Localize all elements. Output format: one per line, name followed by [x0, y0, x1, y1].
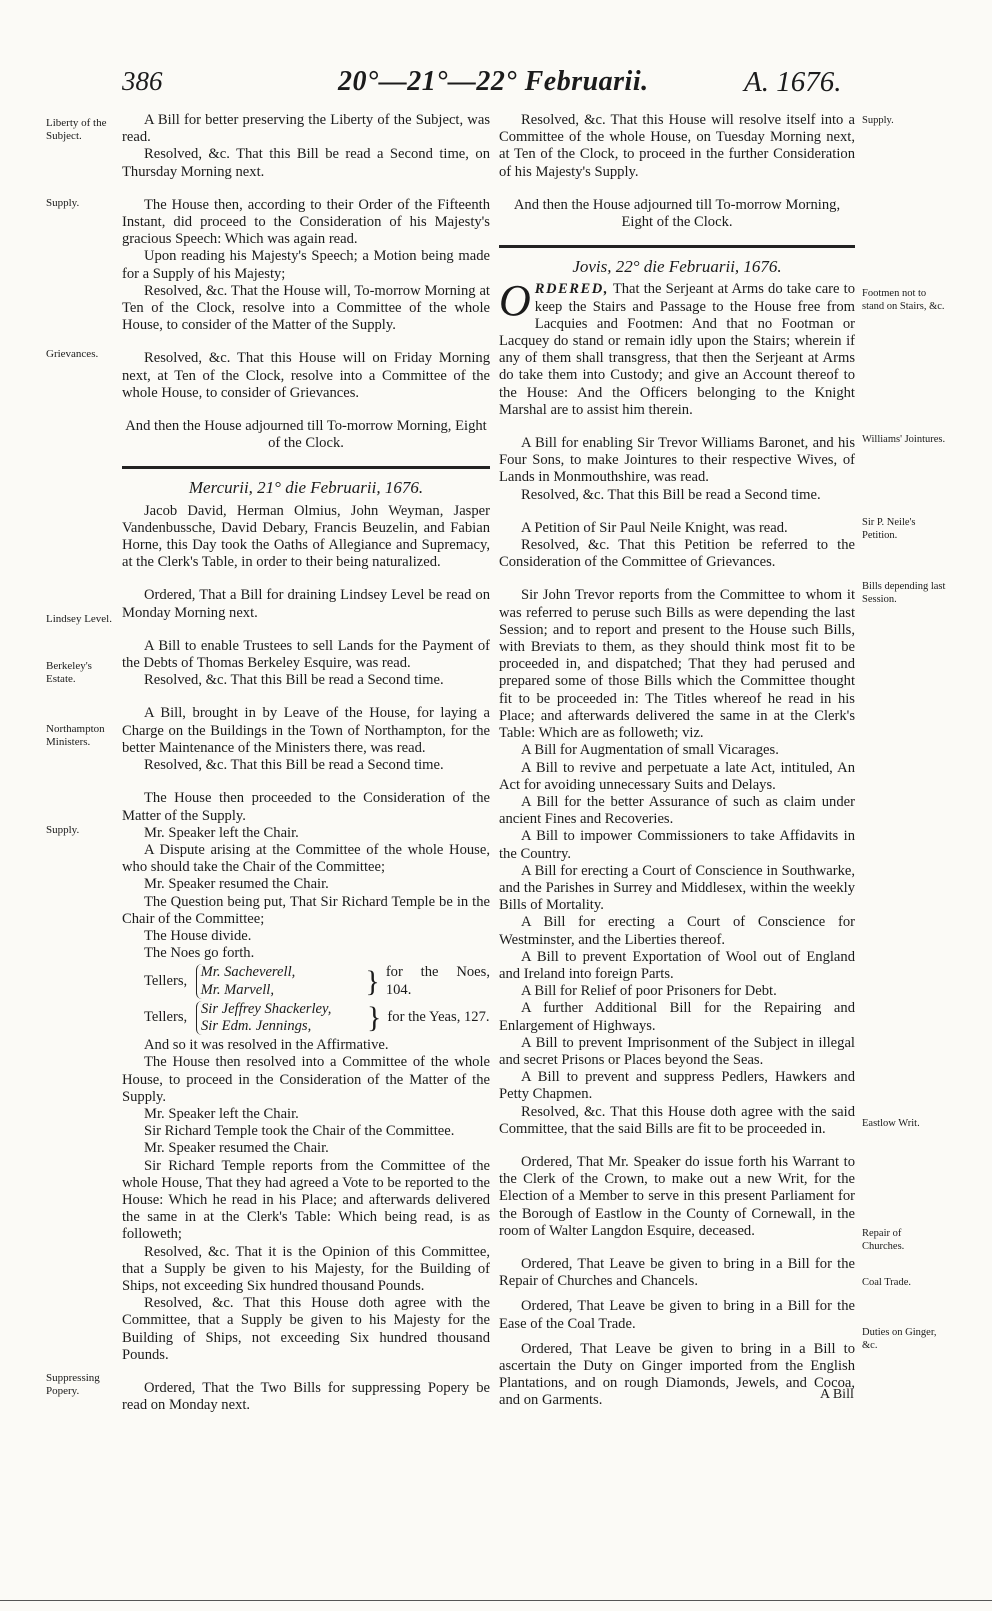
tellers-label: Tellers,	[144, 1009, 188, 1026]
paragraph: Resolved, &c. That this Bill be read a Second time.	[144, 672, 444, 689]
paragraph: Upon reading his Majesty's Speech; a Motion being made for a Supply of his Majesty;	[122, 248, 490, 282]
right-column	[499, 112, 855, 1410]
day-heading: Jovis, 22° die Februarii, 1676.	[572, 257, 782, 277]
paragraph: A Bill to enable Trustees to sell Lands for the Payment of the Debts of Thomas Berkeley Esquire, was read.	[122, 637, 490, 672]
paragraph: A Bill, brought in by Leave of the House, for laying a Charge on the Buildings in the Town of Northampton, for the better Maintenance of the Ministers there, was read.	[122, 705, 490, 756]
adjournment: And then the House adjourned till To-morrow Morning, Eight of the Clock.	[125, 418, 487, 452]
paragraph: Ordered, That the Two Bills for suppressing Popery be read on Monday next.	[122, 1380, 490, 1414]
paragraph: Mr. Speaker resumed the Chair.	[144, 1140, 329, 1157]
margin-note: Supply.	[862, 115, 894, 126]
ordered-heading: RDERED,	[534, 281, 609, 298]
paragraph: Mr. Speaker resumed the Chair.	[144, 876, 329, 893]
margin-note: Berkeley's Estate.	[46, 660, 92, 685]
bill-item: A Bill to prevent and suppress Pedlers, Hawkers and Petty Chapmen.	[499, 1069, 855, 1103]
section-rule	[499, 245, 855, 248]
paragraph: Mr. Speaker left the Chair.	[144, 1105, 299, 1122]
left-column	[122, 112, 490, 1414]
paragraph: Resolved, &c. That this House will resolve itself into a Committee of the whole House, on Tuesday Morning next, at Ten of the Clock, to proceed in the further Consideration of his Majesty's Supply.	[499, 112, 855, 180]
section-rule	[122, 466, 490, 469]
header-dates: 20°—21°—22° Februarii.	[338, 66, 649, 97]
margin-note: Supply.	[46, 197, 80, 209]
page-number: 386	[122, 66, 163, 96]
tellers-yeas	[144, 1001, 490, 1035]
teller-name: Mr. Sacheverell,	[200, 964, 296, 981]
ordered-text: That the Serjeant at Arms do take care to keep the Stairs and Passage to the House free from Lacquies and Footmen: And that no Footman or Lacquey do stand or remain idly upon the Stairs; wherein if any of them shall transgress, that then the Serjeant at Arms do take them into Custody; and give an Account thereof to the House: And the Officers belonging to the Knight Marshal are to assist him therein.	[499, 281, 855, 418]
bill-item: A Bill to prevent Imprisonment of the Subject in illegal and secret Prisons or Places beyond the Seas.	[499, 1034, 855, 1068]
teller-name: Sir Edm. Jennings,	[201, 1017, 312, 1034]
margin-note: Footmen not to stand on Stairs, &c.	[862, 288, 945, 312]
bill-item: A Bill to prevent Exportation of Wool out of England and Ireland into foreign Parts.	[499, 948, 855, 982]
paragraph: Resolved, &c. That the House will, To-morrow Morning at Ten of the Clock, resolve into a Committee of the whole House, to consider of the Matter of the Supply.	[122, 282, 490, 334]
paragraph: A Petition of Sir Paul Neile Knight, was read.	[521, 519, 788, 536]
paragraph: The House then, according to their Order of the Fifteenth Instant, did proceed to the Consideration of his Majesty's gracious Speech: Which was again read.	[122, 196, 490, 248]
tellers-names	[196, 964, 360, 998]
bill-item: A Bill to impower Commissioners to take Affidavits in the Country.	[499, 828, 855, 862]
margin-note: Suppressing Popery.	[46, 1372, 100, 1397]
paragraph: The Noes go forth.	[144, 945, 255, 962]
bill-item: A Bill for Relief of poor Prisoners for Debt.	[521, 983, 777, 1000]
paragraph: And so it was resolved in the Affirmative.	[144, 1037, 389, 1054]
bill-item: A Bill for erecting a Court of Conscience for Westminster, and the Liberties thereof.	[499, 914, 855, 948]
paragraph: Ordered, That a Bill for draining Lindsey Level be read on Monday Morning next.	[122, 587, 490, 621]
tellers-result: for the Noes, 104.	[385, 964, 490, 998]
paragraph: A Bill for better preserving the Liberty of the Subject, was read.	[122, 112, 490, 146]
margin-note: Williams' Jointures.	[862, 434, 946, 445]
brace: }	[367, 1000, 382, 1034]
margin-note: Bills depending last Session.	[862, 581, 946, 605]
page-header	[0, 66, 992, 106]
ordered-paragraph	[499, 276, 855, 419]
teller-name: Sir Jeffrey Shackerley,	[201, 1000, 332, 1017]
paragraph: Resolved, &c. That this House will on Friday Morning next, at Ten of the Clock, resolve into a Committee of the whole House, to consider of Grievances.	[122, 350, 490, 401]
paragraph: Jacob David, Herman Olmius, John Weyman, Jasper Vandenbussche, David Debary, Francis Beuzelin, and Fabian Horne, this Day took the Oaths of Allegiance and Supremacy, at the Clerk's Table, in order to their being naturalized.	[122, 502, 490, 571]
paragraph: Ordered, That Leave be given to bring in a Bill for the Repair of Churches and Chancels.	[499, 1255, 855, 1290]
margin-note: Sir P. Neile's Petition.	[862, 517, 916, 541]
bottom-rule	[0, 1600, 992, 1601]
paragraph: The House then proceeded to the Consideration of the Matter of the Supply.	[122, 790, 490, 824]
paragraph: Sir John Trevor reports from the Committee to whom it was referred to peruse such Bills as were depending the last Session; and to report and present to the House such Bills, with Breviats to them, as they should think most fit to be proceeded in, and dispatched; That they had perused and prepared some of those Bills which the Committee thought fit to be proceeded in: The Titles whereof he read in his Place; and afterwards delivered the same in at the Clerk's Table: Which are as followeth; viz.	[499, 587, 855, 742]
margin-note: Northampton Ministers.	[46, 723, 105, 748]
paragraph: A Bill for enabling Sir Trevor Williams Baronet, and his Four Sons, to make Jointures to their respective Wives, of Lands in Monmouthshire, was read.	[499, 435, 855, 486]
paragraph: Resolved, &c. That this Bill be read a Second time.	[521, 486, 821, 503]
tellers-result: for the Yeas, 127.	[387, 1009, 490, 1026]
margin-note: Liberty of the Subject.	[46, 117, 107, 142]
paragraph: Resolved, &c. That this Bill be read a Second time, on Thursday Morning next.	[122, 146, 490, 180]
bill-item: A Bill for erecting a Court of Conscience in Southwarke, and the Parishes in Surrey and Middlesex, within the weekly Bills of Mortality.	[499, 862, 855, 914]
margin-note: Repair of Churches.	[862, 1228, 905, 1252]
paragraph: Ordered, That Leave be given to bring in a Bill to ascertain the Duty on Ginger imported from the English Plantations, and on rough Diamonds, Jewels, and Cocoa, and on Garments.	[499, 1340, 855, 1409]
bill-item: A further Additional Bill for the Repairing and Enlargement of Highways.	[499, 1000, 855, 1034]
margin-note: Eastlow Writ.	[862, 1118, 920, 1129]
paragraph: Resolved, &c. That this House doth agree with the Committee, that a Supply be given to his Majesty for the Building of Ships, not exceeding Six hundred thousand Pounds.	[122, 1295, 490, 1363]
paragraph: The House divide.	[144, 927, 252, 944]
tellers-names	[196, 1001, 361, 1035]
paragraph: A Dispute arising at the Committee of the whole House, who should take the Chair of the Committee;	[122, 841, 490, 876]
brace: }	[365, 964, 380, 998]
tellers-label: Tellers,	[144, 972, 188, 989]
catchword: A Bill	[820, 1387, 854, 1402]
paragraph: Ordered, That Mr. Speaker do issue forth his Warrant to the Clerk of the Crown, to make out a new Writ, for the Election of a Member to serve in this present Parliament for the Borough of Eastlow in the County of Cornewall, in the room of Walter Langdon Esquire, deceased.	[499, 1153, 855, 1239]
paragraph: Resolved, &c. That this Bill be read a Second time.	[144, 757, 444, 774]
day-heading: Mercurii, 21° die Februarii, 1676.	[188, 478, 424, 498]
bill-item: A Bill for the better Assurance of such as claim under ancient Fines and Recoveries.	[499, 793, 855, 828]
bill-item: A Bill to revive and perpetuate a late Act, intituled, An Act for avoiding unnecessary Suits and Delays.	[499, 759, 855, 793]
paragraph: Sir Richard Temple took the Chair of the Committee.	[144, 1123, 455, 1140]
paragraph: The Question being put, That Sir Richard Temple be in the Chair of the Committee;	[122, 893, 490, 927]
margin-note: Grievances.	[46, 348, 99, 360]
paragraph: Resolved, &c. That this House doth agree with the said Committee, that the said Bills are fit to be proceeded in.	[499, 1103, 855, 1137]
paragraph: Resolved, &c. That this Petition be referred to the Consideration of the Committee of Grievances.	[499, 537, 855, 571]
margin-note: Coal Trade.	[862, 1277, 912, 1288]
bill-item: A Bill for Augmentation of small Vicarages.	[521, 742, 779, 759]
paragraph: Resolved, &c. That it is the Opinion of this Committee, that a Supply be given to his Majesty, for the Building of Ships, not exceeding Six hundred thousand Pounds.	[122, 1243, 490, 1294]
margin-note: Supply.	[46, 824, 80, 836]
tellers-noes	[144, 964, 490, 998]
adjournment: And then the House adjourned till To-morrow Morning, Eight of the Clock.	[513, 196, 841, 231]
margin-note: Duties on Ginger, &c.	[862, 1327, 937, 1351]
drop-cap: O	[499, 276, 531, 326]
header-year: A. 1676.	[744, 66, 842, 98]
teller-name: Mr. Marvell,	[200, 981, 274, 998]
margin-note: Lindsey Level.	[46, 613, 112, 625]
paragraph: Sir Richard Temple reports from the Committee of the whole House, That they had agreed a Vote to be reported to the House: Which he read in his Place; and afterwards delivered the same in at the Clerk's Table: Which being read, is as followeth;	[122, 1157, 490, 1243]
paragraph: Mr. Speaker left the Chair.	[144, 824, 299, 841]
paragraph: Ordered, That Leave be given to bring in a Bill for the Ease of the Coal Trade.	[499, 1298, 855, 1332]
paragraph: The House then resolved into a Committee of the whole House, to proceed in the Consideration of the Matter of the Supply.	[122, 1054, 490, 1105]
